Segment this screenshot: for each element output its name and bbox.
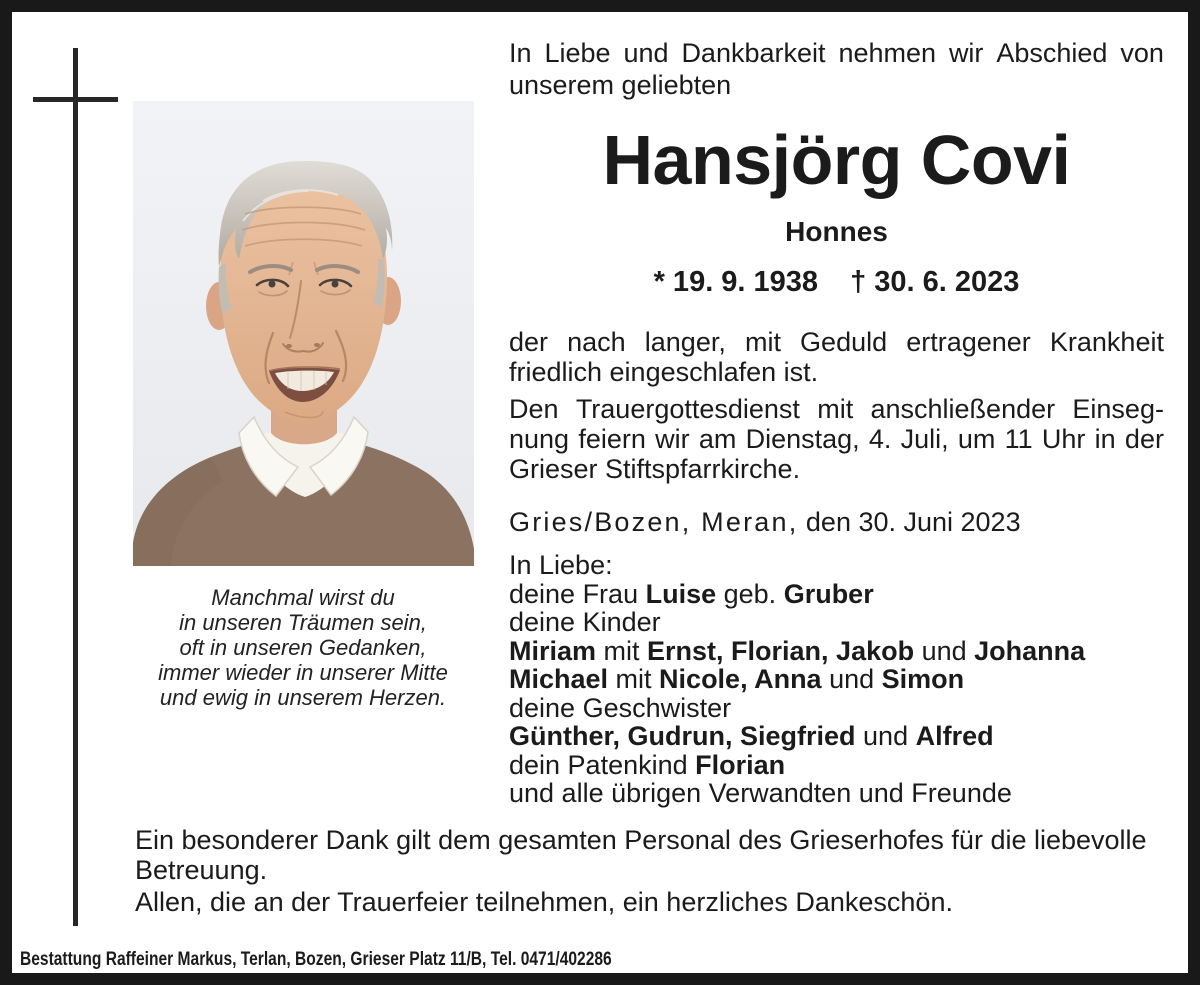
portrait-illustration	[133, 101, 474, 566]
date-text: den 30. Juni 2023	[798, 507, 1021, 537]
memorial-poem: Manchmal wirst du in unseren Träumen sein, oft in unseren Gedanken, immer wieder in unserer Mitte und ewig in unserem Herzen.	[158, 585, 448, 710]
illness-paragraph: der nach langer, mit Geduld ertragener Krankheit friedlich eingeschlafen ist.	[509, 327, 1164, 387]
place-names: Gries/Bozen, Meran,	[509, 507, 799, 537]
family-list: In Liebe: deine Frau Luise geb. Gruber deine Kinder Miriam mit Ernst, Florian, Jakob und Johanna Michael mit Nicole, Anna und Simon deine Geschwister Günther, Gudrun, Siegfried und Alfred dein Patenkind Florian und alle übrigen Verwandten und Freunde	[509, 550, 1086, 808]
place-date-line	[509, 507, 1164, 537]
deceased-name: Hansjörg Covi	[602, 121, 1071, 199]
cross-icon-bar	[33, 97, 118, 102]
life-dates	[509, 266, 1164, 298]
intro-text: In Liebe und Dankbarkeit nehmen wir Abschied von unserem geliebten	[509, 38, 1164, 100]
thanks-paragraph: Ein besonderer Dank gilt dem gesamten Personal des Grieserhofes für die liebevolle Betreuung.	[135, 825, 1147, 885]
nickname: Honnes	[785, 216, 888, 247]
cross-icon	[73, 48, 78, 926]
portrait-photo	[133, 101, 474, 566]
death-date: † 30. 6. 2023	[850, 266, 1020, 298]
farewell-line	[135, 887, 1170, 917]
funeral-home-footer: Bestattung Raffeiner Markus, Terlan, Bozen, Grieser Platz 11/B, Tel. 0471/402286	[20, 949, 612, 970]
farewell-text: Allen, die an der Trauerfeier teilnehmen, ein herzliches Dankeschön.	[135, 887, 953, 917]
service-paragraph: Den Trauergottesdienst mit anschließender Einseg- nung feiern wir am Dienstag, 4. Juli, um 11 Uhr in der Grieser Stiftspfarrkirche.	[509, 394, 1164, 484]
birth-date: * 19. 9. 1938	[653, 266, 819, 298]
